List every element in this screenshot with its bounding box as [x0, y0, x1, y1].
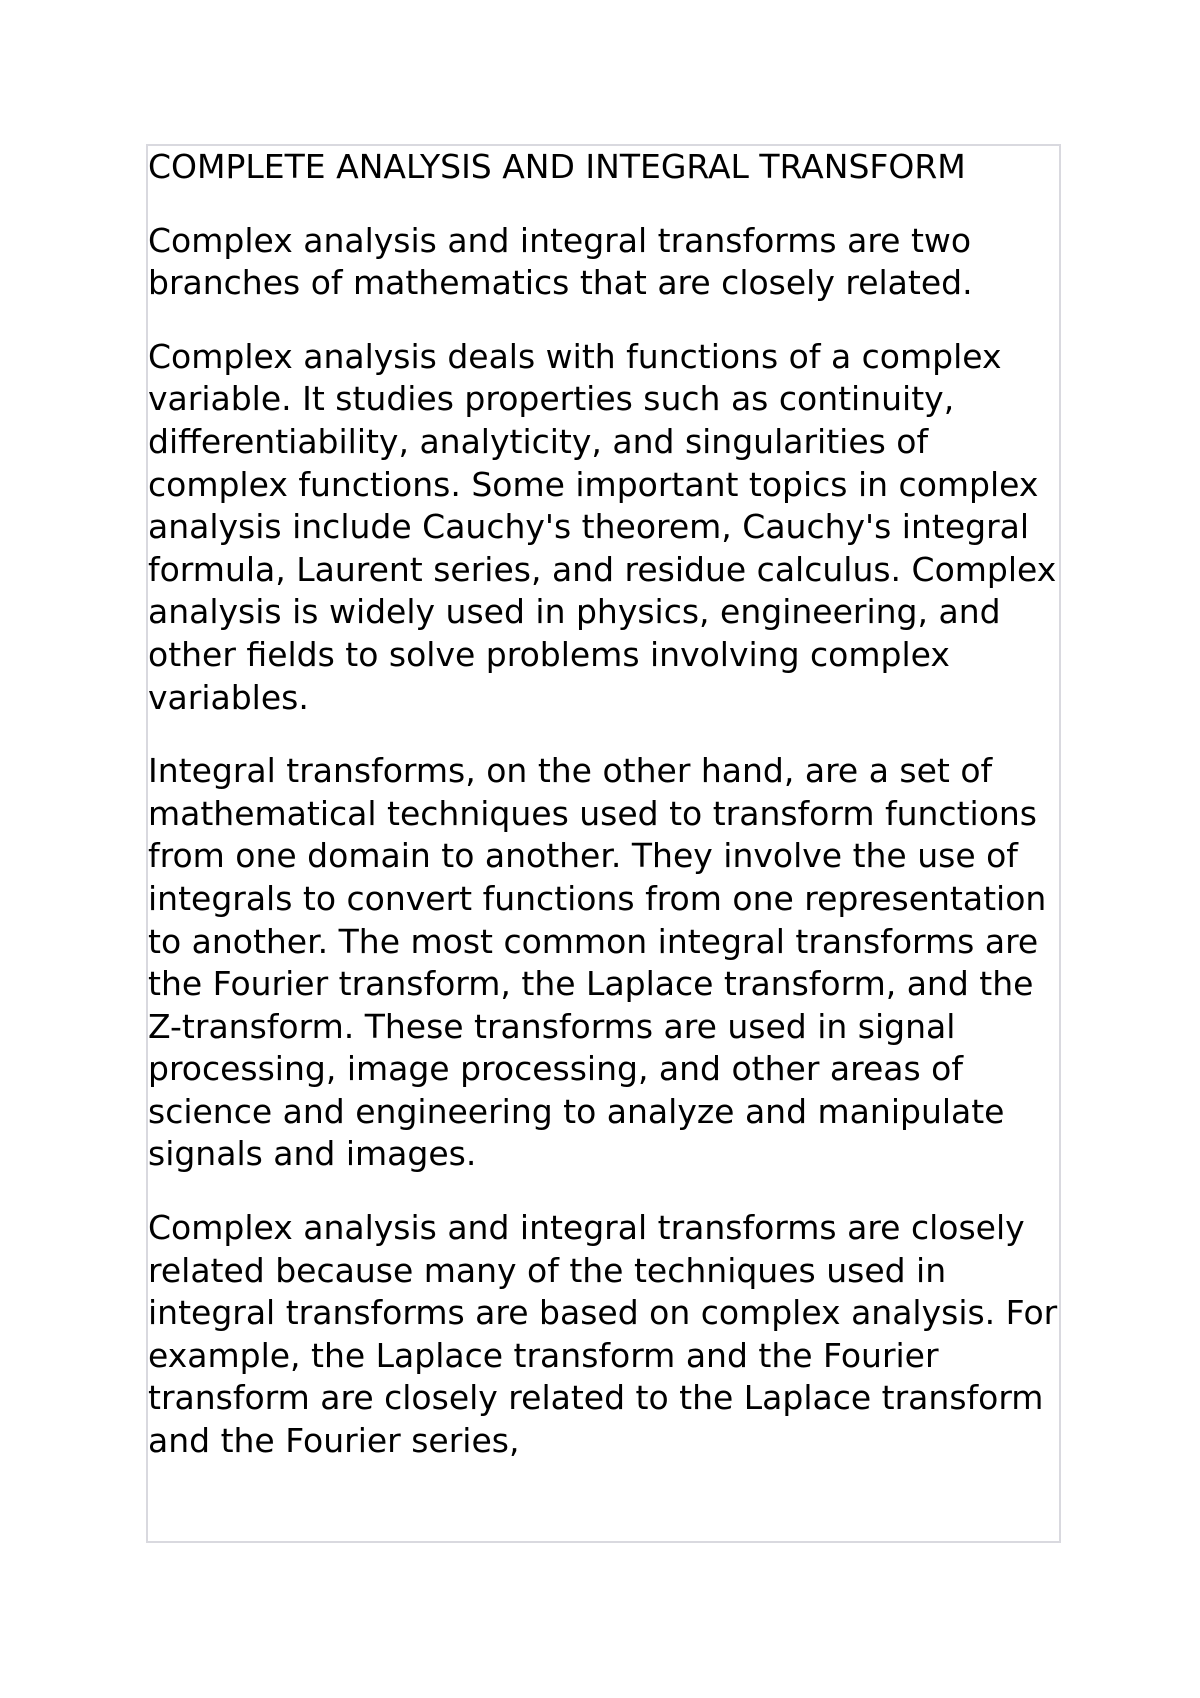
paragraph-integral-transforms: Integral transforms, on the other hand, are a set of mathematical techniques used to transform functions from one domain to another. They involve the use of integrals to convert functions from one representation to another. The most common integral transforms are the Fourier transform, the Laplace transform, and the Z-transform. These transforms are used in signal processing, image processing, and other areas of science and engineering to analyze and manipulate signals and images.	[148, 751, 1047, 1174]
document-frame	[146, 144, 1061, 1543]
paragraph-complex-analysis: Complex analysis deals with functions of a complex variable. It studies properties such as continuity, differentiability, analyticity, and singularities of complex functions. Some important topics in complex analysis include Cauchy's theorem, Cauchy's integral formula, Laurent series, and residue calculus. Complex analysis is widely used in physics, engineering, and other fields to solve problems involving complex variables.	[148, 336, 1057, 717]
document-title: COMPLETE ANALYSIS AND INTEGRAL TRANSFORM	[148, 147, 966, 186]
document-body	[148, 146, 1061, 1463]
paragraph-intro: Complex analysis and integral transforms are two branches of mathematics that are closely related.	[148, 220, 973, 303]
paragraph-relationship: Complex analysis and integral transforms are closely related because many of the techniques used in integral transforms are based on complex analysis. For example, the Laplace transform and the Fourier transform are closely related to the Laplace transform and the Fourier series,	[148, 1208, 1058, 1461]
